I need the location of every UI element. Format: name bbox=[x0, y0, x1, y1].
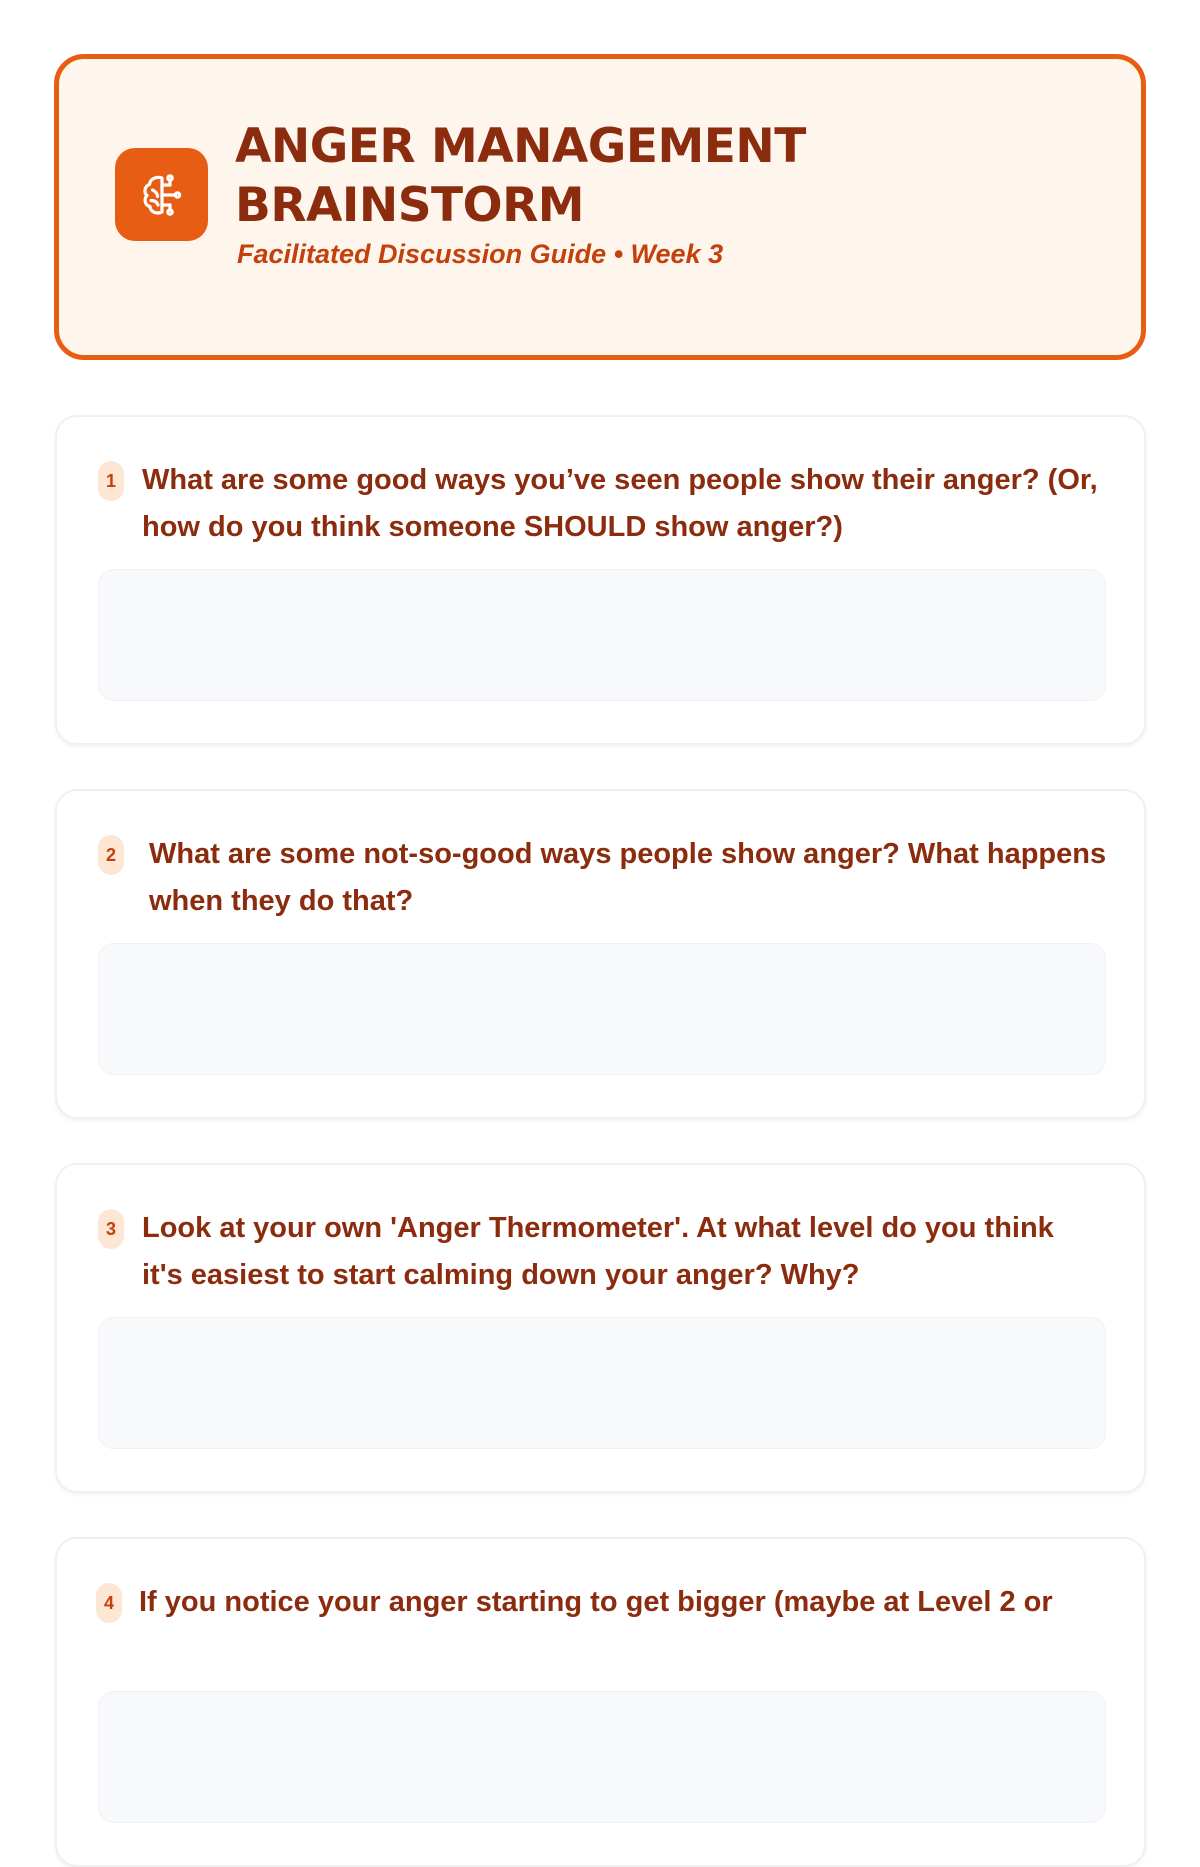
question-card bbox=[55, 415, 1146, 745]
question-text: Look at your own 'Anger Thermometer'. At what level do you think it's easiest to start calming down your anger? Why? bbox=[142, 1212, 1054, 1291]
question-number-badge: 3 bbox=[98, 1209, 124, 1249]
page-title: ANGER MANAGEMENT BRAINSTORM bbox=[235, 119, 806, 233]
question-text: What are some not-so-good ways people show anger? What happens when they do that? bbox=[149, 838, 1107, 917]
question-number-badge: 4 bbox=[96, 1583, 122, 1623]
question-card bbox=[55, 1537, 1146, 1867]
answer-field[interactable] bbox=[98, 569, 1106, 701]
question-card bbox=[55, 789, 1146, 1119]
question-text: If you notice your anger starting to get bigger (maybe at Level 2 or bbox=[139, 1586, 1053, 1618]
answer-field[interactable] bbox=[98, 1691, 1106, 1823]
question-number-badge: 1 bbox=[98, 461, 124, 501]
answer-field[interactable] bbox=[98, 943, 1106, 1075]
question-card bbox=[55, 1163, 1146, 1493]
question-text: What are some good ways you’ve seen people show their anger? (Or, how do you think someone SHOULD show anger?) bbox=[142, 464, 1098, 543]
brain-icon bbox=[115, 148, 208, 241]
question-number-badge: 2 bbox=[98, 835, 124, 875]
answer-field[interactable] bbox=[98, 1317, 1106, 1449]
page-subtitle: Facilitated Discussion Guide • Week 3 bbox=[237, 239, 724, 269]
header-card bbox=[54, 54, 1146, 360]
